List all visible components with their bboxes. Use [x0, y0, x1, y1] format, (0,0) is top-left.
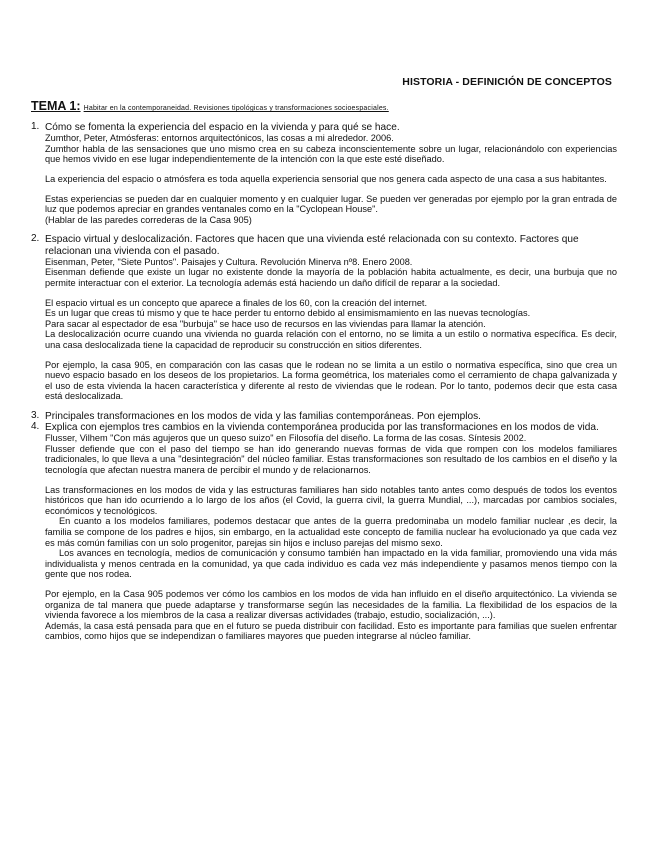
paragraph: Estas experiencias se pueden dar en cualquier momento y en cualquier lugar. Se pueden ver generadas por ejemplo por la gran entrada de luz que podemos apreciar en grandes ventanales como en la "Cyclopean House". — [45, 193, 617, 215]
question-item-2 — [31, 234, 617, 402]
paragraph: La deslocalización ocurre cuando una vivienda no guarda relación con el entorno, no se limita a un estilo o normativa específica. Es decir, una casa deslocalizada tiene la capacidad de reproducir su construcción en sitios diferentes. — [45, 329, 617, 350]
paragraph: Además, la casa está pensada para que en el futuro se pueda distribuir con facilidad. Esto es importante para familias que suelen enfrentar cambios, como hijos que se independizan o familiares mayores que pueden integrarse al núcleo familiar. — [45, 620, 617, 642]
question-text: Espacio virtual y deslocalización. Factores que hacen que una vivienda esté relacionada con su contexto. Factores que relacionan una vivienda con el pasado. — [45, 234, 579, 257]
item-number: 3. — [31, 409, 40, 421]
tema-label: TEMA 1: — [31, 99, 81, 113]
paragraph: Para sacar al espectador de esa "burbuja" se hace uso de recursos en las viviendas para llamar la atención. — [45, 318, 486, 329]
reference-citation: Zumthor, Peter, Atmósferas: entornos arquitectónicos, las cosas a mi alrededor. 2006. — [45, 133, 394, 144]
paragraph: Es un lugar que creas tú mismo y que te hace perder tu entorno debido al ensimismamiento en las nuevas tecnologías. — [45, 308, 531, 319]
paragraph: Zumthor habla de las sensaciones que uno mismo crea en su cabeza inconscientemente sobre un lugar, relacionándolo con experiencias que hemos vivido en ese lugar independientemente de la intención con la que este esté diseñado. — [45, 143, 617, 165]
item-number: 1. — [31, 121, 40, 132]
tema-heading — [31, 99, 389, 113]
paragraph: Las transformaciones en los modos de vida y las estructuras familiares han sido notables tanto antes como después de todos los eventos históricos que han ido ocurriendo a lo largo de los años (el Covid, la guerra civil, la guerra Mundial, ...), marcadas por cambios sociales, económicos y tecnológicos. — [45, 484, 617, 516]
document-content — [31, 122, 617, 648]
document-title: HISTORIA - DEFINICIÓN DE CONCEPTOS — [402, 76, 612, 88]
reference-citation: Flusser, Vilhem "Con más agujeros que un queso suizo" en Filosofía del diseño. La forma de las cosas. Síntesis 2002. — [45, 433, 527, 444]
paragraph: Por ejemplo, la casa 905, en comparación con las casas que le rodean no se limita a un estilo o normativa específica, sino que crea un nuevo espacio basado en los deseos de los propietarios. La forma geométrica, los materiales como el cerramiento de chapa galvanizada y el uso de esta vivienda la hacen característica y diferente al resto de viviendas que le rodean. Por lo tanto, podemos decir que esta casa está deslocalizada. — [45, 359, 617, 402]
question-item-3 — [31, 411, 617, 422]
item-number: 4. — [31, 421, 40, 433]
item-number: 2. — [31, 233, 40, 245]
paragraph: Por ejemplo, en la Casa 905 podemos ver cómo los cambios en los modos de vida han influido en el diseño arquitectónico. La vivienda se organiza de tal manera que puede adaptarse y transformarse según las necesidades de la familia. La flexibilidad de los espacios de la vivienda favorece a los miembros de la casa a realizar diversas actividades (trabajo, estudio, socialización, ...). — [45, 589, 617, 621]
question-text: Principales transformaciones en los modos de vida y las familias contemporáneas. Pon ejemplos. — [45, 410, 481, 422]
paragraph: Flusser defiende que con el paso del tiempo se han ido generando nuevas formas de vida que rompen con los modelos familiares tradicionales, lo que lleva a una "desintegración" del núcleo familiar. Estas transformaciones son resultado de los cambios en el diseño y la tecnología que afectan nuestra manera de percibir el mundo y de relacionarnos. — [45, 443, 617, 476]
paragraph: La experiencia del espacio o atmósfera es toda aquella experiencia sensorial que nos genera cada aspecto de una casa a sus habitantes. — [45, 173, 607, 184]
question-text: Explica con ejemplos tres cambios en la vivienda contemporánea producida por las transformaciones en los modos de vida. — [45, 422, 599, 434]
paragraph: Los avances en tecnología, medios de comunicación y consumo también han impactado en la vida familiar, promoviendo una vida más individualista y menos centrada en la comunidad, ya que cada individuo es cada vez más independiente y pasamos menos tiempo con la gente que nos rodea. — [45, 548, 617, 580]
tema-description: Habitar en la contemporaneidad. Revisiones tipológicas y transformaciones socioespaciales. — [83, 105, 389, 112]
question-item-1 — [31, 122, 617, 225]
note: (Hablar de las paredes correderas de la Casa 905) — [45, 214, 252, 225]
reference-citation: Eisenman, Peter, "Siete Puntos". Paisajes y Cultura. Revolución Minerva nº8. Enero 2008. — [45, 256, 413, 267]
paragraph: El espacio virtual es un concepto que aparece a finales de los 60, con la creación del internet. — [45, 297, 428, 308]
paragraph: Eisenman defiende que existe un lugar no existente donde la mayoría de la población habita actualmente, es decir, una burbuja que no permite interactuar con el exterior. La tecnología además está haciendo un daño difícil de reparar a la sociedad. — [45, 267, 617, 288]
question-text: Cómo se fomenta la experiencia del espacio en la vivienda y para qué se hace. — [45, 122, 400, 133]
question-item-4 — [31, 422, 617, 642]
paragraph: En cuanto a los modelos familiares, podemos destacar que antes de la guerra predominaba un modelo familiar nuclear ,es decir, la familia se compone de los padres e hijos, sin embargo, en la actualidad este concepto de familia nuclear ha evolucionado ya que cada vez es más común familias con un solo progenitor, parejas sin hijos e incluso parejas del mismo sexo. — [45, 516, 617, 548]
